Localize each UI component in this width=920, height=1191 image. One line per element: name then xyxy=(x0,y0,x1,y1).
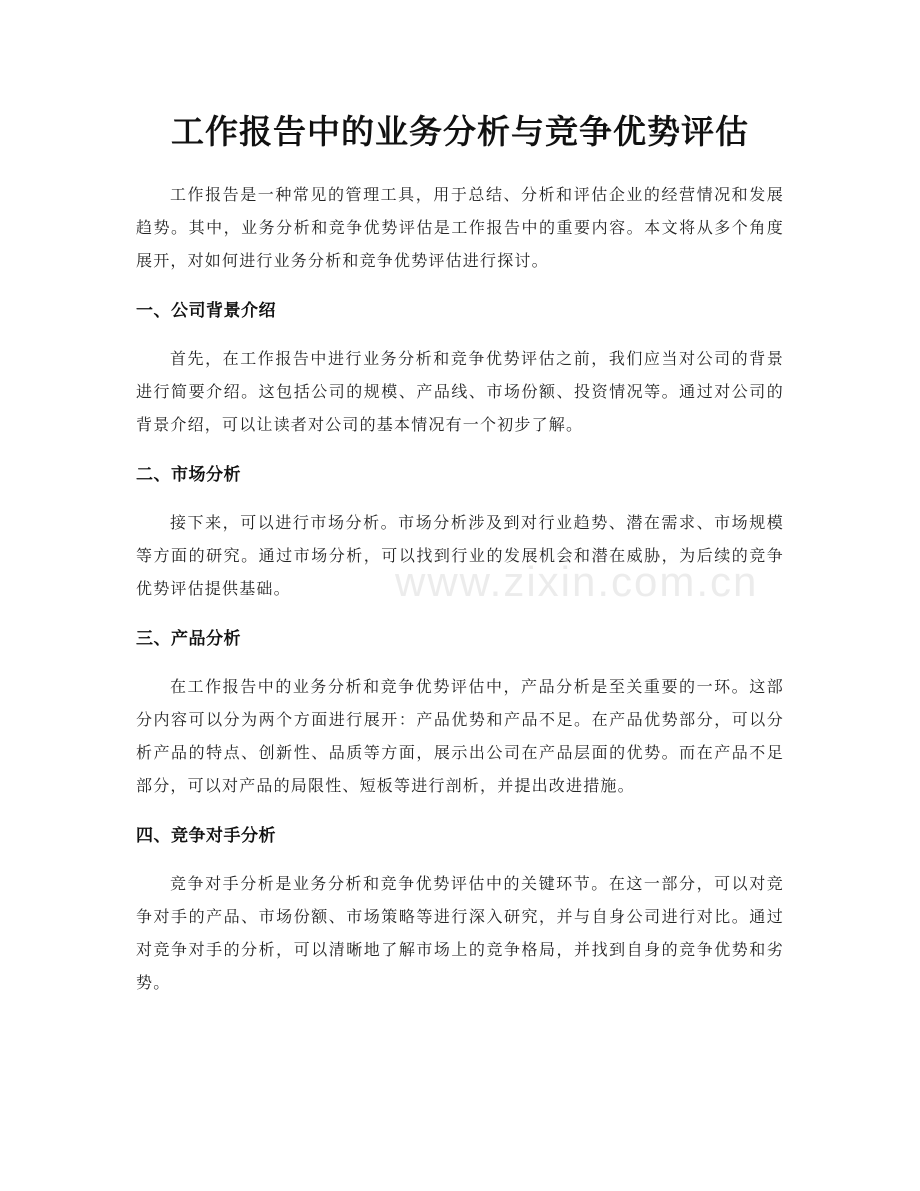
section-body-product-analysis: 在工作报告中的业务分析和竞争优势评估中，产品分析是至关重要的一环。这部分内容可以分为两个方面进行展开：产品优势和产品不足。在产品优势部分，可以分析产品的特点、创新性、品质等方面，展示出公司在产品层面的优势。而在产品不足部分，可以对产品的局限性、短板等进行剖析，并提出改进措施。 xyxy=(136,677,784,795)
section-body-company-background: 首先，在工作报告中进行业务分析和竞争优势评估之前，我们应当对公司的背景进行简要介绍。这包括公司的规模、产品线、市场份额、投资情况等。通过对公司的背景介绍，可以让读者对公司的基本情况有一个初步了解。 xyxy=(136,349,784,434)
section-heading-competitor-analysis: 四、竞争对手分析 xyxy=(136,826,276,846)
intro-paragraph: 工作报告是一种常见的管理工具，用于总结、分析和评估企业的经营情况和发展趋势。其中，业务分析和竞争优势评估是工作报告中的重要内容。本文将从多个角度展开，对如何进行业务分析和竞争优势评估进行探讨。 xyxy=(136,185,784,270)
document-title: 工作报告中的业务分析与竞争优势评估 xyxy=(171,112,749,151)
watermark: www.zixin.com.cn xyxy=(395,558,759,605)
section-body-competitor-analysis: 竞争对手分析是业务分析和竞争优势评估中的关键环节。在这一部分，可以对竞争对手的产品、市场份额、市场策略等进行深入研究，并与自身公司进行对比。通过对竞争对手的分析，可以清晰地了解市场上的竞争格局，并找到自身的竞争优势和劣势。 xyxy=(136,874,784,992)
section-heading-product-analysis: 三、产品分析 xyxy=(136,629,241,649)
document-page xyxy=(136,108,784,999)
section-heading-company-background: 一、公司背景介绍 xyxy=(136,301,276,321)
section-heading-market-analysis: 二、市场分析 xyxy=(136,465,241,485)
section-body-market-analysis: 接下来，可以进行市场分析。市场分析涉及到对行业趋势、潜在需求、市场规模等方面的研究。通过市场分析，可以找到行业的发展机会和潜在威胁，为后续的竞争优势评估提供基础。 xyxy=(136,513,784,598)
